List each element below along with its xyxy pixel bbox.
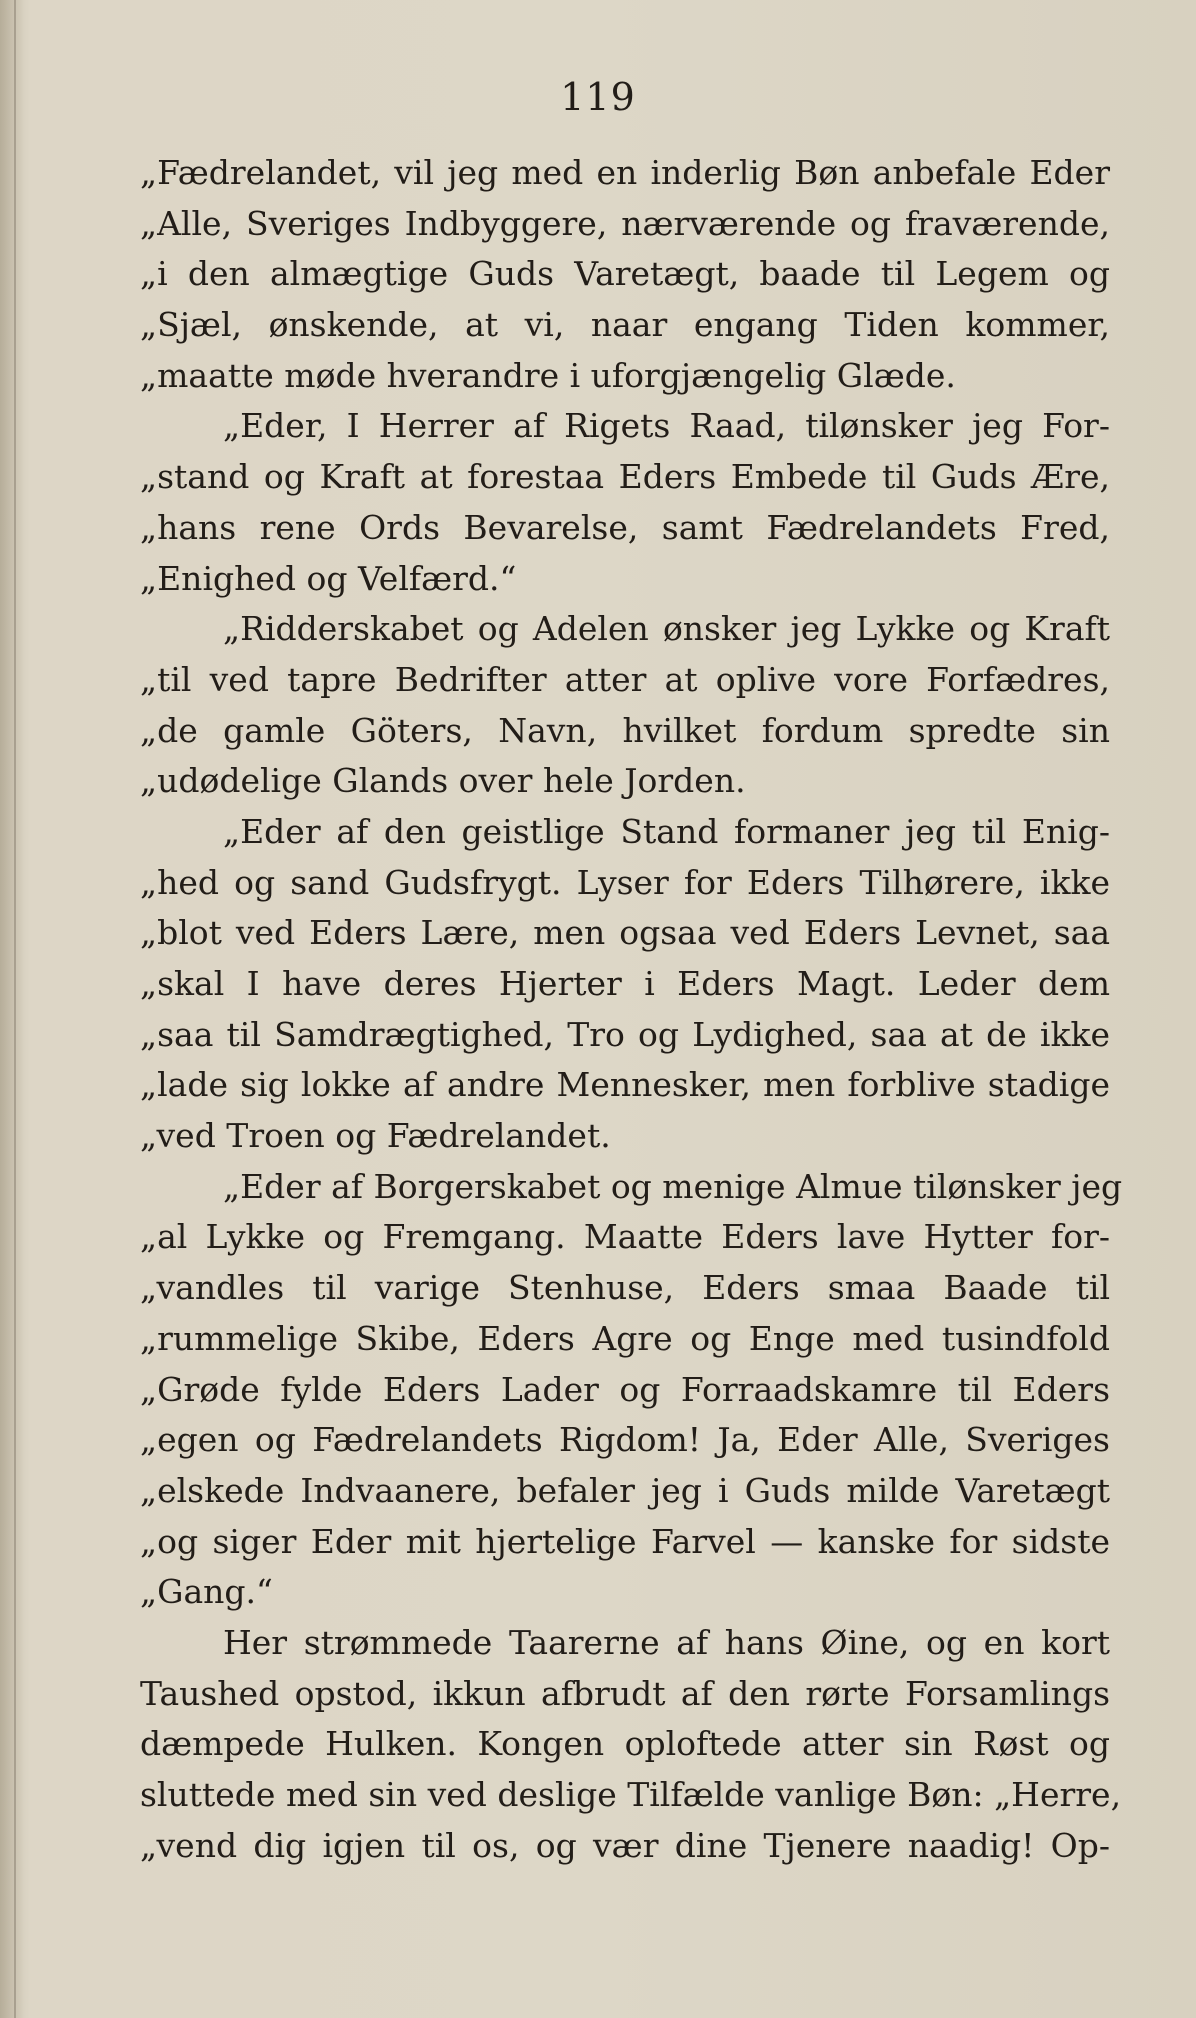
text-line: „skal I have deres Hjerter i Eders Magt. Leder dem <box>140 964 1110 1003</box>
body-text <box>140 148 1123 1871</box>
text-line: „Sjæl, ønskende, at vi, naar engang Tiden kommer, <box>140 305 1110 345</box>
page-binding-line <box>14 0 16 2018</box>
text-line: „rummelige Skibe, Eders Agre og Enge med tusindfold <box>140 1318 1110 1358</box>
text-line: „og siger Eder mit hjertelige Farvel — kanske for sidste <box>140 1521 1110 1561</box>
text-line: „de gamle Göters, Navn, hvilket fordum spredte sin <box>140 710 1110 750</box>
text-line: „blot ved Eders Lære, men ogsaa ved Eders Levnet, saa <box>140 913 1110 953</box>
text-line: „lade sig lokke af andre Mennesker, men forblive stadige <box>140 1065 1110 1105</box>
text-line: „saa til Samdrægtighed, Tro og Lydighed, saa at de ikke <box>140 1014 1110 1054</box>
text-line: „egen og Fædrelandets Rigdom! Ja, Eder Alle, Sveriges <box>140 1420 1110 1460</box>
text-line: „vandles til varige Stenhuse, Eders smaa Baade til <box>140 1268 1110 1308</box>
text-line: „Grøde fylde Eders Lader og Forraadskamre til Eders <box>140 1369 1110 1409</box>
text-line: „stand og Kraft at forestaa Eders Embede til Guds Ære, <box>140 457 1110 497</box>
text-line: Her strømmede Taarerne af hans Øine, og en kort <box>223 1622 1110 1662</box>
text-line: „i den almægtige Guds Varetægt, baade til Legem og <box>140 254 1110 294</box>
text-line: „Ridderskabet og Adelen ønsker jeg Lykke og Kraft <box>223 609 1110 649</box>
text-line: „Eder, I Herrer af Rigets Raad, tilønsker jeg For- <box>223 406 1110 446</box>
text-line: „Fædrelandet, vil jeg med en inderlig Bøn anbefale Eder <box>140 153 1110 192</box>
text-line: „Eder af Borgerskabet og menige Almue tilønsker jeg <box>223 1166 1123 1206</box>
page-number: 119 <box>560 75 636 119</box>
text-line: „til ved tapre Bedrifter atter at oplive vore Forfædres, <box>140 659 1110 699</box>
text-line: Taushed opstod, ikkun afbrudt af den rørte Forsamlings <box>140 1673 1110 1713</box>
text-line: „ved Troen og Fædrelandet. <box>140 1116 611 1156</box>
text-line: dæmpede Hulken. Kongen oploftede atter sin Røst og <box>140 1724 1110 1764</box>
text-line: „elskede Indvaanere, befaler jeg i Guds milde Varetægt <box>140 1470 1110 1510</box>
text-line: „Eder af den geistlige Stand formaner jeg til Enig- <box>223 811 1110 851</box>
text-line: „maatte møde hverandre i uforgjængelig Glæde. <box>140 355 956 395</box>
text-line: „hed og sand Gudsfrygt. Lyser for Eders Tilhørere, ikke <box>140 862 1110 902</box>
text-line: „al Lykke og Fremgang. Maatte Eders lave Hytter for- <box>140 1217 1110 1257</box>
text-line: „Enighed og Velfærd.“ <box>140 558 517 598</box>
page-binding-edge <box>0 0 24 2018</box>
text-line: „Gang.“ <box>140 1572 273 1612</box>
text-line: „Alle, Sveriges Indbyggere, nærværende og fraværende, <box>140 203 1110 243</box>
text-line: „vend dig igjen til os, og vær dine Tjenere naadig! Op- <box>140 1825 1110 1865</box>
text-line: „hans rene Ords Bevarelse, samt Fædrelandets Fred, <box>140 507 1110 547</box>
text-line: „udødelige Glands over hele Jorden. <box>140 761 746 801</box>
text-line: sluttede med sin ved deslige Tilfælde vanlige Bøn: „Herre, <box>140 1775 1122 1814</box>
